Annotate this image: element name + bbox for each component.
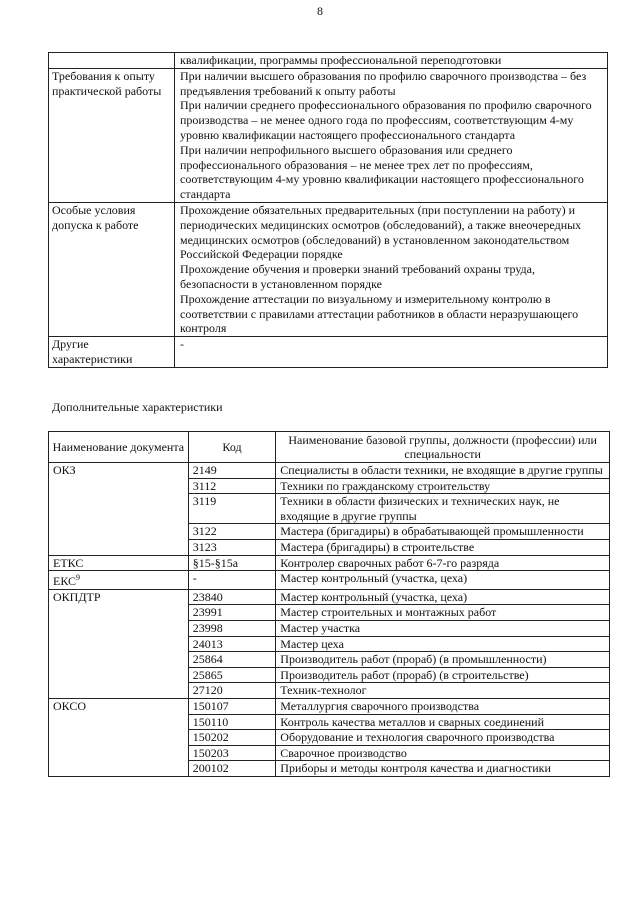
table-row	[49, 571, 610, 590]
document-name: ОКЗ	[53, 463, 76, 477]
occupation-name-cell: Техники по гражданскому строительству	[276, 478, 610, 494]
table-row	[49, 555, 610, 571]
occupation-name-cell: Мастер участка	[276, 620, 610, 636]
occupation-name-cell: Приборы и методы контроля качества и диагностики	[276, 761, 610, 777]
occupation-name-cell: Сварочное производство	[276, 745, 610, 761]
table-row	[49, 53, 608, 69]
footnote-marker: 9	[76, 573, 81, 583]
occupation-name-cell: Техник-технолог	[276, 683, 610, 699]
occupation-name-cell: Контролер сварочных работ 6-7-го разряда	[276, 555, 610, 571]
requirement-label: Другие характеристики	[49, 337, 175, 368]
occupation-name-cell: Мастера (бригадиры) в строительстве	[276, 539, 610, 555]
section-title: Дополнительные характеристики	[52, 400, 223, 414]
table-row	[49, 463, 610, 479]
column-header: Наименование базовой группы, должности (профессии) или специальности	[276, 432, 610, 463]
table-row	[49, 202, 608, 336]
document-name-cell	[49, 589, 189, 698]
requirement-text	[175, 68, 608, 202]
code-cell: 23991	[188, 605, 276, 621]
table-row	[49, 589, 610, 605]
requirement-paragraph: Прохождение аттестации по визуальному и измерительному контролю в соответствии с правилами аттестации работников в области неразрушающего контроля	[180, 291, 579, 336]
code-cell: 2149	[188, 463, 276, 479]
table-cell-empty	[49, 53, 175, 69]
code-cell: 27120	[188, 683, 276, 699]
requirement-paragraph: При наличии среднего профессионального образования по профилю сварочного производства – не менее одного года по профессиям, соответствующим 4-му уровню квалификации настоящего профессионального стандарта	[180, 98, 592, 142]
continued-text: квалификации, программы профессиональной переподготовки	[175, 53, 608, 69]
requirement-label: Требования к опыту практической работы	[49, 68, 175, 202]
occupation-name-cell: Металлургия сварочного производства	[276, 698, 610, 714]
document-name-cell	[49, 571, 189, 590]
requirement-paragraph: Прохождение обучения и проверки знаний требований охраны труда, безопасности в установленном порядке	[180, 262, 535, 291]
document-name-cell	[49, 555, 189, 571]
qualification-requirements-table	[48, 52, 608, 368]
occupation-name-cell: Мастер цеха	[276, 636, 610, 652]
requirement-paragraph: -	[180, 337, 184, 352]
occupation-name-cell: Техники в области физических и технических наук, не входящие в другие группы	[276, 494, 610, 524]
code-cell: 150107	[188, 698, 276, 714]
code-cell: §15-§15а	[188, 555, 276, 571]
code-cell: 3119	[188, 494, 276, 524]
occupation-name-cell: Оборудование и технология сварочного производства	[276, 730, 610, 746]
document-name: ЕКС	[53, 574, 77, 589]
occupation-name-cell: Контроль качества металлов и сварных соединений	[276, 714, 610, 730]
code-cell: 200102	[188, 761, 276, 777]
code-cell: -	[188, 571, 276, 590]
occupation-name-cell: Специалисты в области техники, не входящие в другие группы	[276, 463, 610, 479]
code-cell: 150110	[188, 714, 276, 730]
column-header: Наименование документа	[49, 432, 189, 463]
requirement-paragraph: При наличии высшего образования по профилю сварочного производства – без предъявления требований к опыту работы	[180, 68, 587, 98]
occupation-name-cell: Мастера (бригадиры) в обрабатывающей промышленности	[276, 524, 610, 540]
code-cell: 23998	[188, 620, 276, 636]
column-header: Код	[188, 432, 276, 463]
occupation-name-cell: Мастер контрольный (участка, цеха)	[276, 571, 610, 590]
code-cell: 23840	[188, 589, 276, 605]
table-header-row	[49, 432, 610, 463]
additional-table-body	[49, 463, 610, 777]
code-cell: 3123	[188, 539, 276, 555]
document-name: ЕТКС	[53, 555, 84, 570]
code-cell: 25865	[188, 667, 276, 683]
code-cell: 25864	[188, 652, 276, 668]
document-name: ОКПДТР	[53, 589, 101, 604]
requirement-text	[175, 202, 608, 336]
occupation-name-cell: Производитель работ (прораб) (в промышленности)	[276, 652, 610, 668]
document-name-cell	[49, 463, 189, 556]
table-row	[49, 698, 610, 714]
page-number: 8	[317, 4, 323, 18]
code-cell: 150202	[188, 730, 276, 746]
requirement-label: Особые условия допуска к работе	[49, 202, 175, 336]
code-cell: 3112	[188, 478, 276, 494]
requirement-text	[175, 337, 608, 368]
code-cell: 24013	[188, 636, 276, 652]
document-name-cell	[49, 698, 189, 776]
occupation-name-cell: Мастер контрольный (участка, цеха)	[276, 589, 610, 605]
document-name: ОКСО	[53, 698, 87, 713]
occupation-name-cell: Производитель работ (прораб) (в строительстве)	[276, 667, 610, 683]
code-cell: 150203	[188, 745, 276, 761]
table-row	[49, 337, 608, 368]
requirement-paragraph: При наличии непрофильного высшего образования или среднего профессионального образования – не менее трех лет по профессиям, соответствующим 4-му уровню квалификации настоящего профессионального стандарта	[180, 142, 584, 202]
table-row	[49, 68, 608, 202]
code-cell: 3122	[188, 524, 276, 540]
occupation-name-cell: Мастер строительных и монтажных работ	[276, 605, 610, 621]
additional-characteristics-table	[48, 431, 610, 777]
requirement-paragraph: Прохождение обязательных предварительных (при поступлении на работу) и периодических медицинских осмотров (обследований), а также внеочередных медицинских осмотров (обследований) в установленном законодательством Российской Федерации порядке	[180, 202, 582, 262]
